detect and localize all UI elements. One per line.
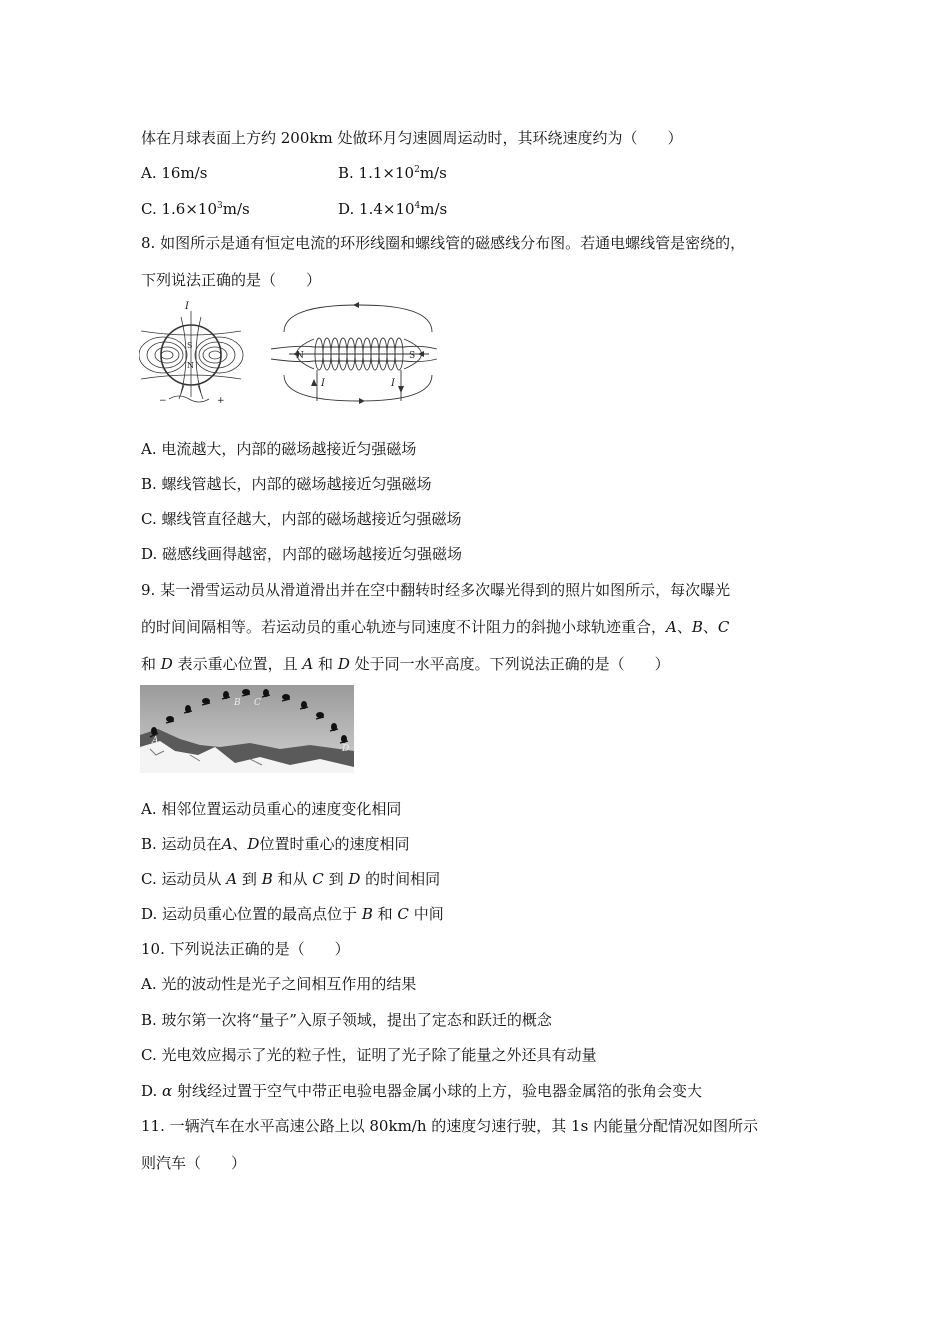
ring-current-label: I [185, 301, 189, 312]
q10-option-c: C. 光电效应揭示了光的粒子性，证明了光子除了能量之外还具有动量 [141, 1046, 597, 1064]
solenoid-arrowheads [293, 302, 424, 404]
q7-option-c: C. $1.6\times 10^3m/s$ [141, 200, 250, 218]
skier-label-b: B [234, 698, 241, 708]
q8-stem-line2: 下列说法正确的是（ ） [141, 271, 322, 289]
q10-stem: 10. 下列说法正确的是（ ） [141, 940, 350, 958]
q9-option-b: B. 运动员在A、D位置时重心的速度相同 [141, 835, 410, 853]
solenoid-south-label: S [409, 351, 416, 361]
skier-label-d: D [342, 744, 350, 754]
q7-option-a: A. 16m/s [141, 164, 208, 182]
q9-option-d: D. 运动员重心位置的最高点位于 B 和 C 中间 [141, 905, 444, 923]
solenoid-current-label-right: I [391, 378, 395, 389]
q11-stem-line1: 11. 一辆汽车在水平高速公路上以 80km/h 的速度匀速行驶，其 1s 内能量分配情况如图所示 [141, 1117, 759, 1135]
q7-stem-tail: 体在月球表面上方约 200km 处做环月匀速圆周运动时，其环绕速度约为（ ） [141, 129, 683, 147]
skier-label-c: C [254, 698, 261, 708]
q10-option-d: D. α 射线经过置于空气中带正电验电器金属小球的上方，验电器金属箔的张角会变大 [141, 1082, 702, 1100]
q10-option-a: A. 光的波动性是光子之间相互作用的结果 [141, 975, 417, 993]
q8-option-d: D. 磁感线画得越密，内部的磁场越接近匀强磁场 [141, 545, 463, 563]
q7-option-d: D. $1.4\times 10^4m/s$ [338, 200, 448, 218]
q8-option-a: A. 电流越大，内部的磁场越接近匀强磁场 [141, 440, 417, 458]
q11-stem-line2: 则汽车（ ） [141, 1154, 247, 1172]
ring-coil-diagram [139, 311, 243, 402]
ring-north-label: N [187, 361, 194, 370]
q9-stem-line3: 和 D 表示重心位置，且 A 和 D 处于同一水平高度。下列说法正确的是（ ） [141, 655, 670, 673]
q9-stem-line1: 9. 某一滑雪运动员从滑道滑出并在空中翻转时经多次曝光得到的照片如图所示，每次曝光 [141, 581, 731, 599]
q7-option-b: B. $1.1\times 10^2m/s$ [338, 164, 447, 182]
q10-option-b: B. 玻尔第一次将“量子”入原子领域，提出了定态和跃迁的概念 [141, 1011, 552, 1029]
solenoid-north-label: N [296, 351, 304, 361]
q8-option-c: C. 螺线管直径越大，内部的磁场越接近匀强磁场 [141, 510, 462, 528]
q8-magnetic-field-figure [139, 297, 439, 407]
q8-option-b: B. 螺线管越长，内部的磁场越接近匀强磁场 [141, 475, 432, 493]
ring-plus-label: + [217, 396, 225, 406]
ring-minus-label: − [159, 396, 167, 406]
q9-option-a: A. 相邻位置运动员重心的速度变化相同 [141, 800, 402, 818]
q8-stem-line1: 8. 如图所示是通有恒定电流的环形线圈和螺线管的磁感线分布图。若通电螺线管是密绕的， [141, 234, 746, 252]
q9-option-c: C. 运动员从 A 到 B 和从 C 到 D 的时间相同 [141, 870, 441, 888]
ring-south-label: S [187, 341, 193, 350]
q9-stem-line2: 的时间间隔相等。若运动员的重心轨迹与同速度不计阻力的斜抛小球轨迹重合，A、B、C [141, 618, 730, 636]
skier-label-a: A [152, 736, 159, 746]
q9-skier-photo [140, 685, 354, 773]
solenoid-current-label-left: I [321, 378, 325, 389]
